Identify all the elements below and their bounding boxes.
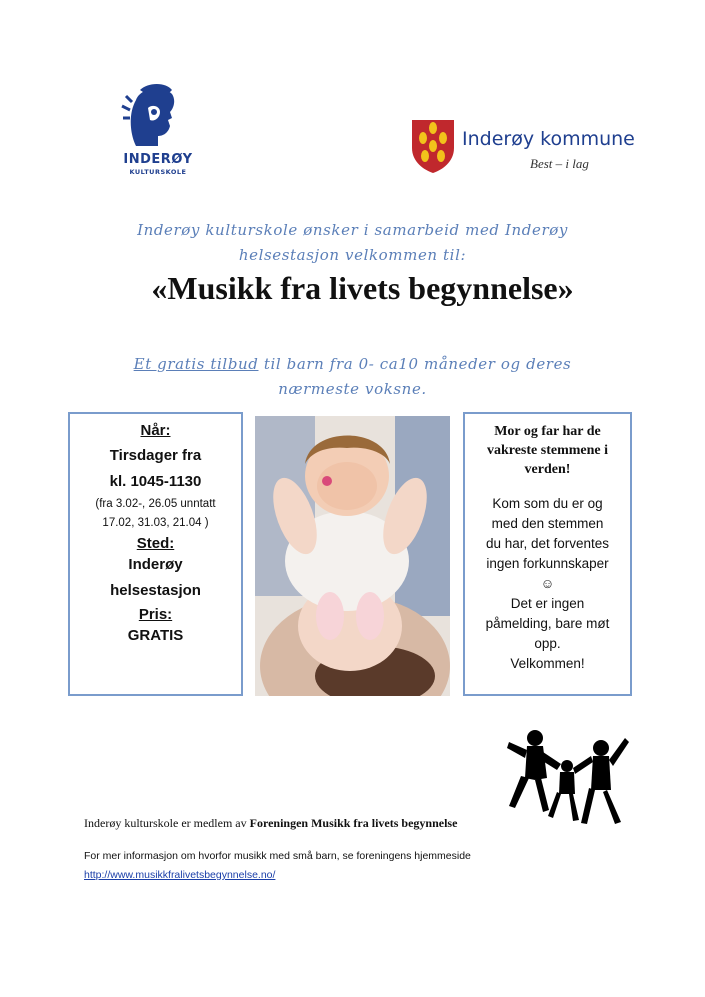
- logo-sub-text: KULTURSKOLE: [129, 168, 187, 176]
- kommune-shield-icon: [410, 118, 456, 174]
- dates-line-2: 17.02, 31.03, 21.04 ): [102, 517, 209, 529]
- message-heading-1: Mor og far har de: [494, 424, 601, 439]
- message-line-7: opp.: [534, 636, 561, 651]
- info-text: For mer informasjon om hvorfor musikk med små barn, se foreningens hjemmeside: [84, 850, 471, 862]
- message-line-4: ingen forkunnskaper: [486, 556, 609, 571]
- kommune-name: Inderøy kommune: [462, 128, 635, 150]
- intro-line-1: Inderøy kulturskole ønsker i samarbeid med Inderøy: [137, 221, 568, 239]
- message-line-2: med den stemmen: [491, 516, 604, 531]
- message-heading-3: verden!: [524, 462, 571, 477]
- offer-text: [90, 352, 615, 402]
- place-label: Sted:: [136, 535, 175, 552]
- logo-brand-text: INDERØY: [123, 152, 193, 167]
- message-box: [463, 412, 632, 696]
- place-line-2: helsestasjon: [110, 582, 201, 599]
- intro-text: [80, 218, 625, 268]
- intro-line-2: helsestasjon velkommen til:: [238, 246, 467, 264]
- message-line-1: Kom som du er og: [492, 496, 603, 511]
- message-line-6: påmelding, bare møt: [485, 616, 610, 631]
- offer-rest: til barn fra 0- ca10 måneder og deres: [258, 355, 572, 373]
- member-org: Foreningen Musikk fra livets begynnelse: [249, 816, 458, 830]
- kommune-logo: [410, 118, 640, 178]
- details-box: [68, 412, 243, 696]
- offer-link[interactable]: Et gratis tilbud: [133, 355, 259, 373]
- message-line-5: Det er ingen: [510, 596, 585, 611]
- membership-note: [84, 816, 457, 831]
- dates-line-1: (fra 3.02-, 26.05 unntatt: [95, 498, 216, 510]
- place-line-1: Inderøy: [128, 556, 183, 573]
- when-day: Tirsdager fra: [109, 447, 202, 464]
- kulturskole-logo: [118, 82, 198, 182]
- message-line-3: du har, det forventes: [485, 536, 610, 551]
- message-line-8: Velkommen!: [510, 656, 585, 671]
- kulturskole-head-icon: [118, 82, 198, 154]
- price-value: GRATIS: [127, 627, 184, 644]
- member-prefix: Inderøy kulturskole er medlem av: [84, 816, 250, 830]
- baby-parent-photo: [255, 416, 450, 696]
- when-label: Når:: [140, 422, 171, 439]
- dancing-figures-icon: [505, 728, 630, 828]
- website-link[interactable]: http://www.musikkfralivetsbegynnelse.no/: [84, 869, 276, 881]
- smiley-icon: ☺: [540, 576, 555, 591]
- offer-line-1: [90, 352, 615, 377]
- offer-line-2: nærmeste voksne.: [278, 380, 427, 398]
- price-label: Pris:: [138, 606, 173, 623]
- kommune-tagline: Best – i lag: [530, 156, 589, 171]
- message-heading-2: vakreste stemmene i: [486, 443, 609, 458]
- when-time: kl. 1045-1130: [109, 473, 202, 490]
- page-title: «Musikk fra livets begynnelse»: [151, 270, 574, 306]
